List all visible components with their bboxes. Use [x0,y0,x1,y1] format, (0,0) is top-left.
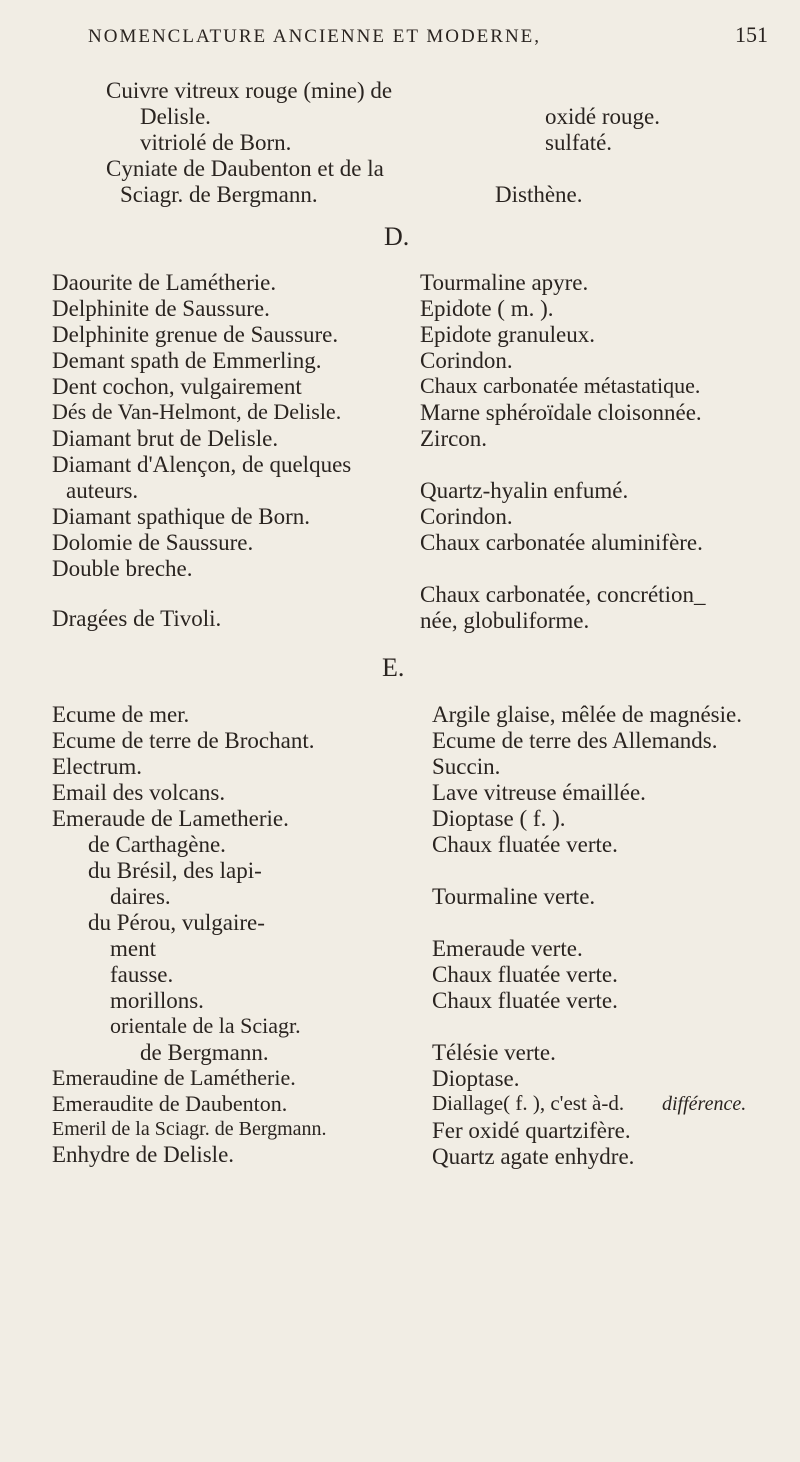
entry-moderne-note: différence. [662,1093,747,1115]
entry-ancien: vitriolé de Born. [140,130,292,155]
entry-ancien: Ecume de mer. [52,702,190,727]
entry-ancien: Enhydre de Delisle. [52,1142,235,1167]
entry-ancien: Delphinite grenue de Saussure. [52,322,339,347]
entry-moderne: Chaux carbonatée, concrétion_ [420,582,706,607]
entry-ancien: Cyniate de Daubenton et de la [106,156,384,181]
entry-moderne: Disthène. [495,182,583,207]
entry-moderne: Marne sphéroïdale cloisonnée. [420,400,702,425]
entry-ancien: Diamant brut de Delisle. [52,426,279,451]
entry-ancien: de Carthagène. [88,832,226,857]
entry-ancien: Emeraudine de Lamétherie. [52,1065,296,1090]
entry-moderne: Tourmaline verte. [432,884,596,909]
entry-ancien: Demant spath de Emmerling. [52,348,322,373]
entry-ancien: Dés de Van-Helmont, de Delisle. [52,399,342,424]
entry-ancien: morillons. [110,988,204,1013]
entry-ancien: Double breche. [52,556,193,581]
entry-moderne: Succin. [432,754,501,779]
entry-ancien: Emeraude de Lametherie. [52,806,289,831]
entry-moderne: Fer oxidé quartzifère. [432,1118,631,1143]
entry-ancien: Dragées de Tivoli. [52,606,222,631]
entry-moderne: oxidé rouge. [545,104,660,129]
entry-ancien: Diamant d'Alençon, de quelques [52,452,352,477]
entry-ancien: Cuivre vitreux rouge (mine) de [106,78,393,103]
entry-moderne: Emeraude verte. [432,936,583,961]
entry-moderne: Dioptase ( f. ). [432,806,566,831]
entry-ancien: Ecume de terre de Brochant. [52,728,315,753]
entry-moderne: Zircon. [420,426,488,451]
entry-ancien: Sciagr. de Bergmann. [120,182,318,207]
entry-moderne: Chaux fluatée verte. [432,832,618,857]
entry-moderne: Chaux carbonatée métastatique. [420,373,701,398]
entry-moderne: Télésie verte. [432,1040,556,1065]
entry-moderne: Tourmaline apyre. [420,270,589,295]
entry-moderne: Diallage( f. ), c'est à-d. [432,1091,625,1115]
entry-ancien: auteurs. [66,478,139,503]
entry-moderne: Dioptase. [432,1066,520,1091]
entry-ancien: orientale de la Sciagr. [110,1013,301,1038]
entry-moderne: sulfaté. [545,130,613,155]
entry-ancien: Delisle. [140,104,211,129]
entry-moderne: Epidote granuleux. [420,322,596,347]
entry-ancien: Electrum. [52,754,143,779]
entry-ancien: Delphinite de Saussure. [52,296,270,321]
entry-moderne: Chaux fluatée verte. [432,988,618,1013]
entry-moderne: Lave vitreuse émaillée. [432,780,646,805]
entry-ancien: Dent cochon, vulgairement [52,374,302,399]
entry-ancien: Emeraudite de Daubenton. [52,1091,288,1116]
entry-ancien: Daourite de Lamétherie. [52,270,277,295]
entry-moderne: Quartz agate enhydre. [432,1144,635,1169]
running-title: NOMENCLATURE ANCIENNE ET MODERNE, [88,26,542,47]
entry-moderne: Ecume de terre des Allemands. [432,728,718,753]
entry-ancien: Emeril de la Sciagr. de Bergmann. [52,1118,327,1140]
entry-ancien: du Brésil, des lapi- [88,858,262,883]
entry-ancien: de Bergmann. [140,1040,269,1065]
entry-ancien: Diamant spathique de Born. [52,504,311,529]
entry-ancien: Email des volcans. [52,780,226,805]
entry-moderne: Chaux fluatée verte. [432,962,618,987]
entry-moderne: née, globuliforme. [420,608,590,633]
entry-moderne: Corindon. [420,504,513,529]
entry-ancien: ment [110,936,156,961]
entry-moderne: Quartz-hyalin enfumé. [420,478,629,503]
entry-moderne: Argile glaise, mêlée de magnésie. [432,702,742,727]
entry-moderne: Corindon. [420,348,513,373]
entry-ancien: fausse. [110,962,174,987]
section-letter: E. [382,653,405,682]
entry-ancien: Dolomie de Saussure. [52,530,254,555]
section-letter: D. [384,222,410,251]
entry-moderne: Chaux carbonatée aluminifère. [420,530,703,555]
page-number: 151 [735,22,768,47]
entry-ancien: daires. [110,884,171,909]
entry-moderne: Epidote ( m. ). [420,296,554,321]
entry-ancien: du Pérou, vulgaire- [88,910,265,935]
